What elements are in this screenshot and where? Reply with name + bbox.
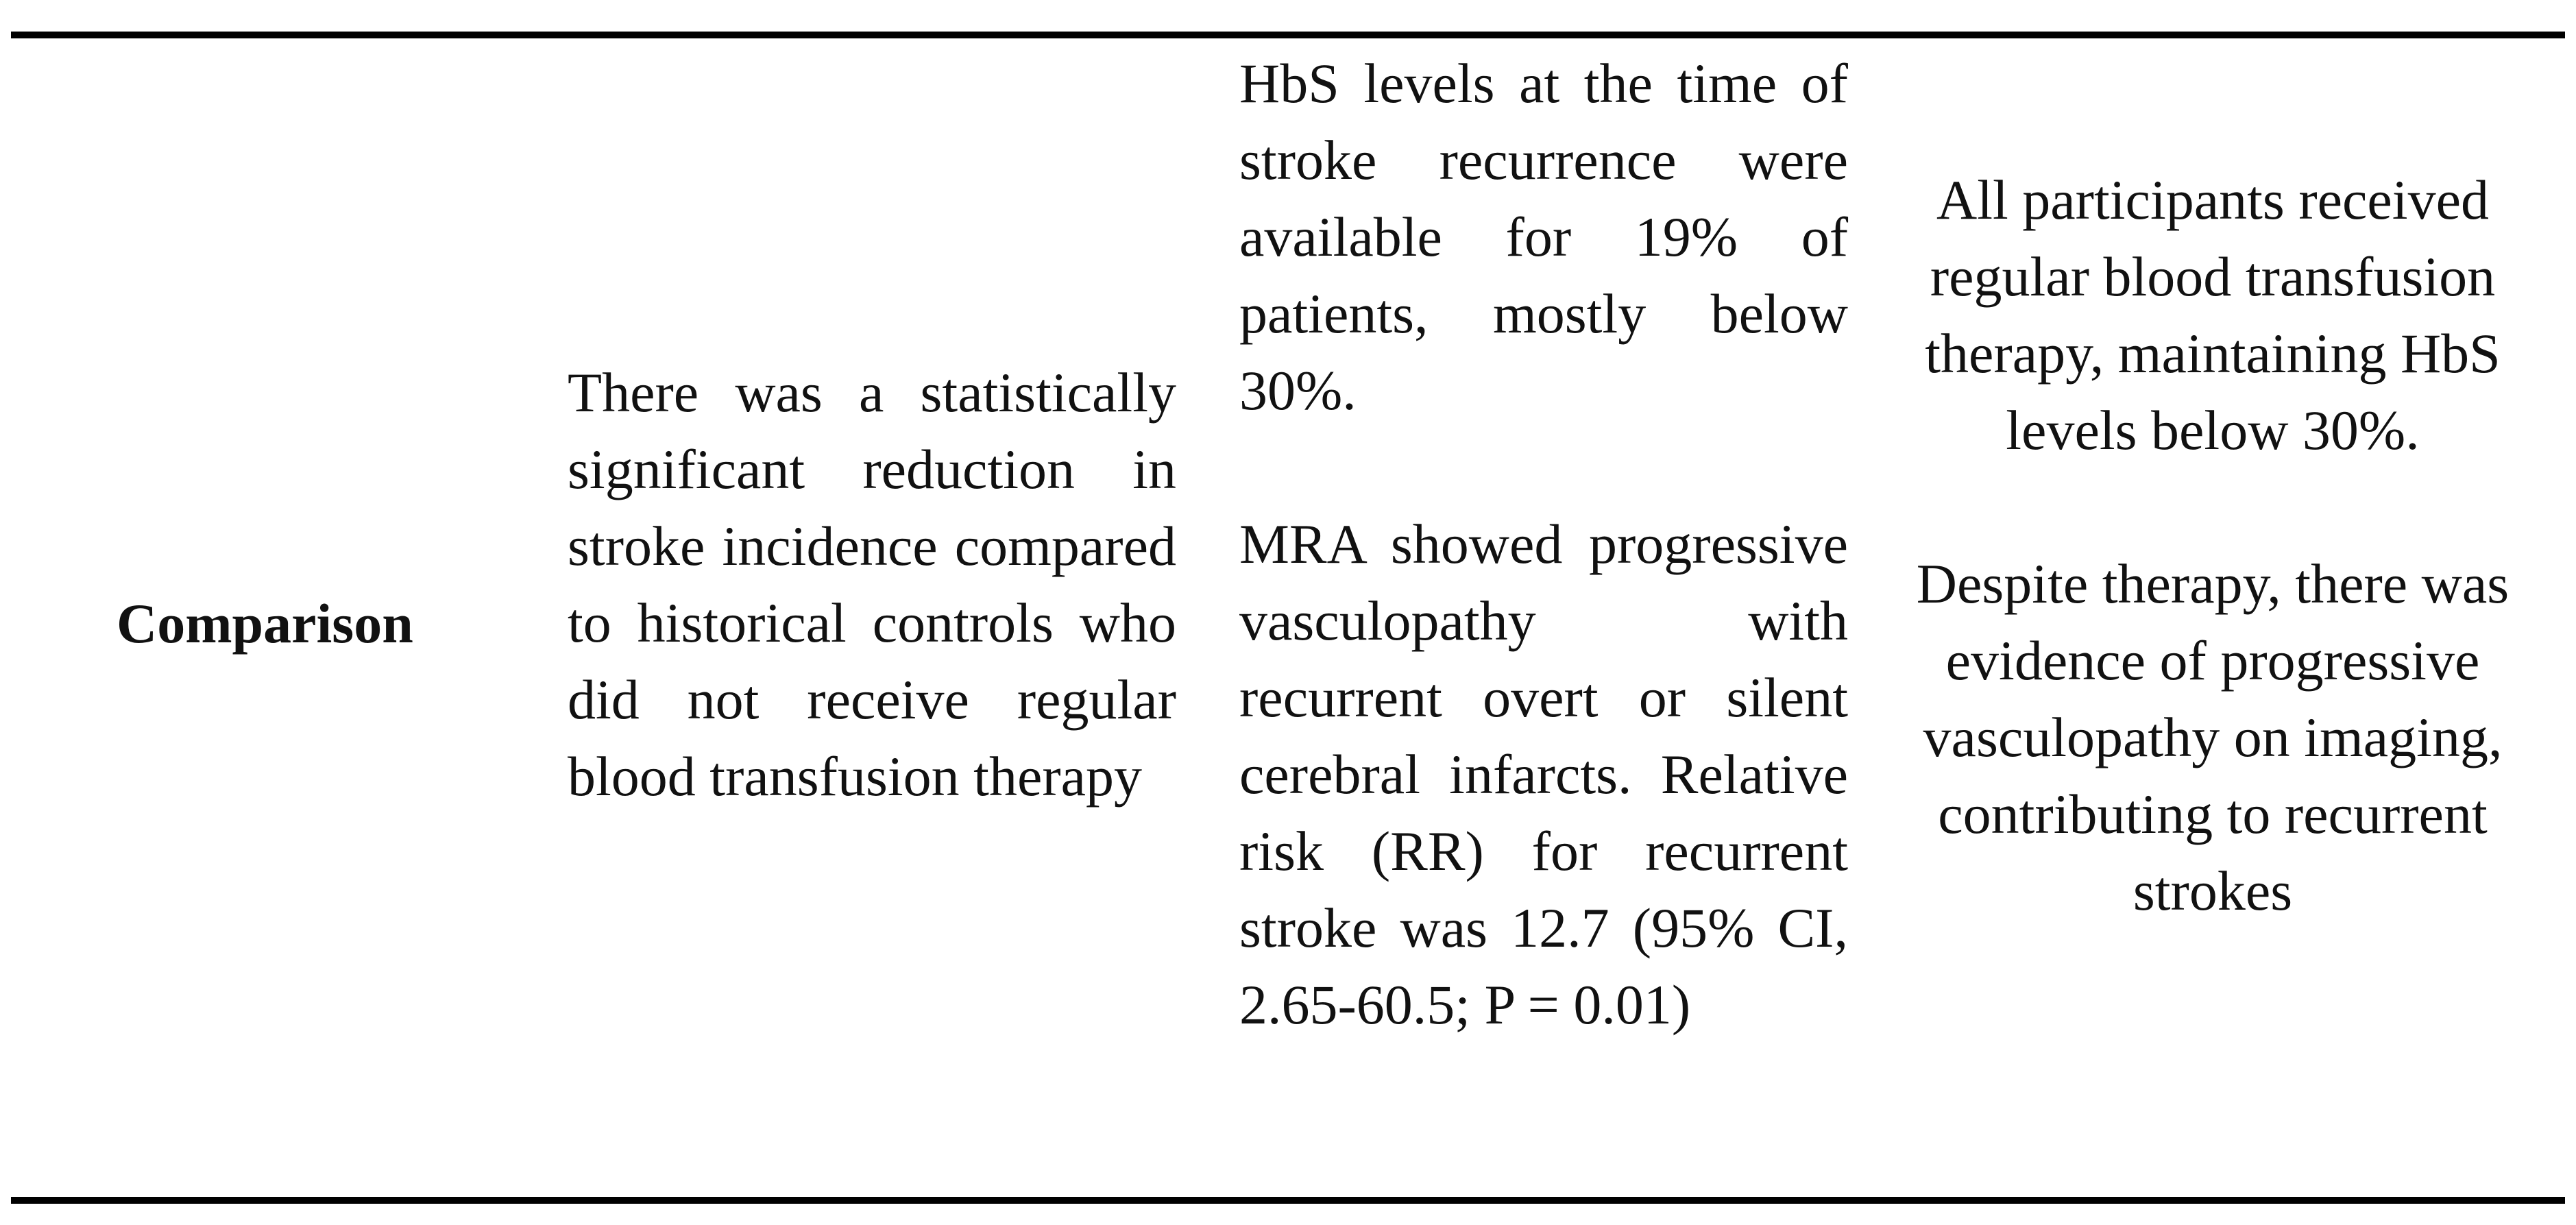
cell-recurrence-mra-paragraph: MRA showed progressive vasculopathy with recurrent overt or silent cerebral infarcts. Relative risk (RR) for recurrent stroke was 12.7 (95% CI, 2.65-60.5; P = 0.01): [1239, 513, 1848, 1036]
paragraph-gap: [1911, 469, 2514, 546]
table-bottom-rule: [11, 1197, 2565, 1204]
cell-outcome-summary: There was a statistically significant reduction in stroke incidence compared to historical controls who did not receive regular blood transfusion therapy: [568, 361, 1176, 808]
cropped-footer-strip: [0, 1213, 2576, 1225]
cell-recurrence-details: [1239, 45, 1848, 1043]
cell-recurrence-hbs-paragraph: HbS levels at the time of stroke recurrence were available for 19% of patients, mostly below 30%.: [1239, 52, 1848, 422]
paragraph-gap: [1239, 429, 1848, 506]
table-top-rule: [11, 32, 2565, 38]
cell-therapy-evidence-paragraph: Despite therapy, there was evidence of progressive vasculopathy on imaging, contributing to recurrent strokes: [1916, 553, 2510, 922]
row-label-comparison: Comparison: [117, 592, 413, 655]
cell-therapy-notes: [1911, 162, 2514, 930]
cell-therapy-participants-paragraph: All participants received regular blood transfusion therapy, maintaining HbS levels below 30%.: [1925, 169, 2501, 461]
